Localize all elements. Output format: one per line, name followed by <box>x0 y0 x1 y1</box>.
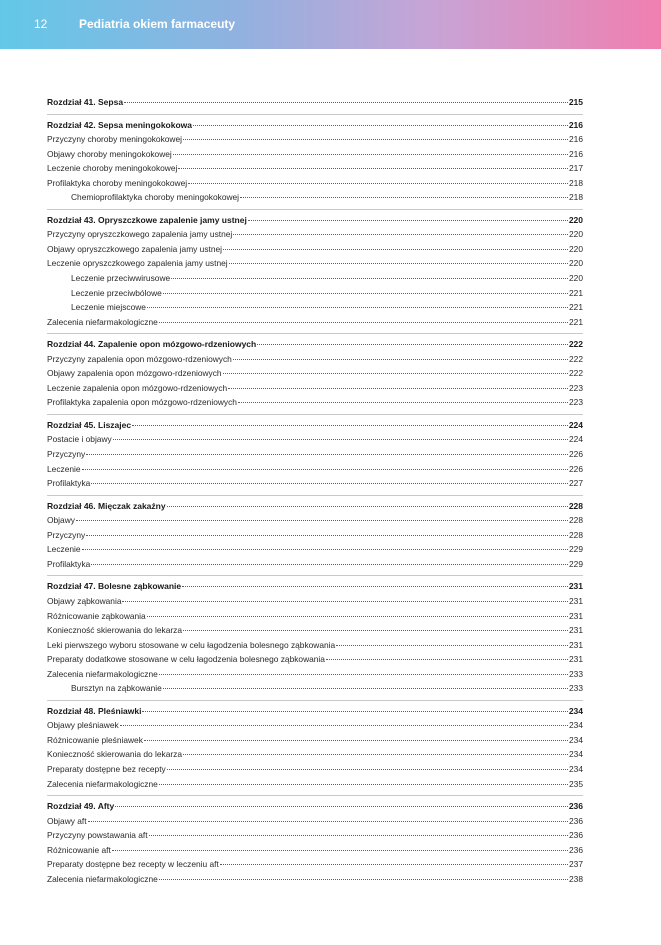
toc-entry-title: Leczenie choroby meningokokowej <box>47 163 178 174</box>
toc-section-entry[interactable] <box>47 542 583 557</box>
dot-leader <box>149 835 568 836</box>
toc-section-entry[interactable] <box>47 762 583 777</box>
dot-leader <box>163 293 568 294</box>
dot-leader <box>142 711 567 712</box>
toc-chapter-entry[interactable] <box>47 337 583 352</box>
dot-leader <box>159 784 568 785</box>
toc-section-entry[interactable] <box>47 609 583 624</box>
toc-page-number: 234 <box>569 720 583 731</box>
section-divider <box>47 333 583 334</box>
dot-leader <box>88 821 568 822</box>
toc-entry-title: Leczenie opryszczkowego zapalenia jamy ustnej <box>47 258 228 269</box>
toc-section-entry[interactable] <box>47 828 583 843</box>
toc-page-number: 220 <box>569 273 583 284</box>
toc-entry-title: Postacie i objawy <box>47 434 112 445</box>
dot-leader <box>159 322 568 323</box>
toc-page-number: 217 <box>569 163 583 174</box>
section-divider <box>47 575 583 576</box>
toc-subsection-entry[interactable] <box>47 300 583 315</box>
toc-page-number: 229 <box>569 544 583 555</box>
toc-page-number: 223 <box>569 382 583 393</box>
toc-section-entry[interactable] <box>47 747 583 762</box>
toc-page-number: 233 <box>569 668 583 679</box>
toc-section-entry[interactable] <box>47 733 583 748</box>
toc-entry-title: Przyczyny <box>47 449 86 460</box>
dot-leader <box>144 740 568 741</box>
toc-entry-title: Preparaty dostępne bez recepty w leczeniu aft <box>47 859 219 870</box>
toc-entry-title: Przyczyny opryszczkowego zapalenia jamy ustnej <box>47 229 233 240</box>
toc-page-number: 222 <box>568 339 583 350</box>
toc-page-number: 231 <box>568 581 583 592</box>
toc-page-number: 226 <box>569 463 583 474</box>
toc-entry-title: Preparaty dodatkowe stosowane w celu łagodzenia bolesnego ząbkowania <box>47 654 325 665</box>
toc-chapter-entry[interactable] <box>47 579 583 594</box>
dot-leader <box>86 535 568 536</box>
toc-entry-title: Konieczność skierowania do lekarza <box>47 749 183 760</box>
toc-entry-title: Profilaktyka choroby meningokokowej <box>47 177 188 188</box>
dot-leader <box>229 263 568 264</box>
section-divider <box>47 414 583 415</box>
toc-page-number: 218 <box>569 192 583 203</box>
toc-chapter-entry[interactable] <box>47 499 583 514</box>
dot-leader <box>82 469 568 470</box>
toc-page-number: 229 <box>569 558 583 569</box>
toc-entry-title: Różnicowanie pleśniawek <box>47 734 143 745</box>
dot-leader <box>82 549 568 550</box>
toc-entry-title: Objawy opryszczkowego zapalenia jamy ustnej <box>47 243 223 254</box>
toc-section-entry[interactable] <box>47 843 583 858</box>
toc-page-number: 234 <box>568 705 583 716</box>
toc-entry-title: Profilaktyka zapalenia opon mózgowo-rdzeniowych <box>47 397 237 408</box>
toc-page-number: 221 <box>569 287 583 298</box>
toc-page-number: 222 <box>569 353 583 364</box>
dot-leader <box>326 659 568 660</box>
toc-section-entry[interactable] <box>47 352 583 367</box>
toc-page-number: 224 <box>569 434 583 445</box>
dot-leader <box>183 754 568 755</box>
toc-page-number: 228 <box>569 529 583 540</box>
toc-entry-title: Leczenie przeciwwirusowe <box>71 273 171 284</box>
toc-entry-title: Zalecenia niefarmakologiczne <box>47 668 158 679</box>
toc-entry-title: Rozdział 45. Liszajec <box>47 419 132 430</box>
toc-page-number: 238 <box>569 873 583 884</box>
toc-page-number: 231 <box>569 654 583 665</box>
toc-page-number: 218 <box>569 177 583 188</box>
toc-page-number: 226 <box>569 449 583 460</box>
toc-entry-title: Rozdział 49. Afty <box>47 801 115 812</box>
toc-section-entry[interactable] <box>47 432 583 447</box>
toc-subsection-entry[interactable] <box>47 190 583 205</box>
toc-page-number: 215 <box>568 97 583 107</box>
section-divider <box>47 114 583 115</box>
toc-page-number: 220 <box>569 243 583 254</box>
toc-section-entry[interactable] <box>47 366 583 381</box>
dot-leader <box>112 850 568 851</box>
dot-leader <box>173 154 568 155</box>
toc-section-entry[interactable] <box>47 147 583 162</box>
toc-page-number: 221 <box>569 302 583 313</box>
toc-page-number: 216 <box>569 148 583 159</box>
dot-leader <box>167 769 568 770</box>
toc-entry-title: Objawy choroby meningokokowej <box>47 148 172 159</box>
toc-entry-title: Objawy zapalenia opon mózgowo-rdzeniowych <box>47 368 222 379</box>
toc-section-entry[interactable] <box>47 227 583 242</box>
toc-entry-title: Rozdział 48. Pleśniawki <box>47 705 142 716</box>
toc-entry-title: Konieczność skierowania do lekarza <box>47 625 183 636</box>
toc-entry-title: Rozdział 42. Sepsa meningokokowa <box>47 119 193 130</box>
toc-section-entry[interactable] <box>47 528 583 543</box>
dot-leader <box>183 139 568 140</box>
dot-leader <box>238 402 568 403</box>
dot-leader <box>223 373 568 374</box>
toc-subsection-entry[interactable] <box>47 271 583 286</box>
toc-subsection-entry[interactable] <box>47 681 583 696</box>
dot-leader <box>76 520 568 521</box>
dot-leader <box>147 307 568 308</box>
toc-chapter-entry[interactable] <box>47 95 583 110</box>
dot-leader <box>228 388 568 389</box>
toc-entry-title: Przyczyny zapalenia opon mózgowo-rdzeniowych <box>47 353 232 364</box>
table-of-contents <box>47 95 583 886</box>
toc-entry-title: Profilaktyka <box>47 478 91 489</box>
page-number: 12 <box>34 17 48 31</box>
toc-entry-title: Preparaty dostępne bez recepty <box>47 763 166 774</box>
dot-leader <box>223 249 568 250</box>
toc-page-number: 231 <box>569 595 583 606</box>
dot-leader <box>159 879 568 880</box>
toc-section-entry[interactable] <box>47 652 583 667</box>
toc-entry-title: Leczenie przeciwbólowe <box>71 287 162 298</box>
toc-section-entry[interactable] <box>47 814 583 829</box>
toc-section-entry[interactable] <box>47 381 583 396</box>
section-divider <box>47 700 583 701</box>
toc-entry-title: Chemioprofilaktyka choroby meningokokowej <box>71 192 240 203</box>
toc-section-entry[interactable] <box>47 623 583 638</box>
toc-entry-title: Zalecenia niefarmakologiczne <box>47 873 158 884</box>
dot-leader <box>115 806 568 807</box>
section-divider <box>47 495 583 496</box>
toc-page-number: 234 <box>569 734 583 745</box>
toc-entry-title: Zalecenia niefarmakologiczne <box>47 778 158 789</box>
toc-entry-title: Przyczyny choroby meningokokowej <box>47 134 182 145</box>
toc-page-number: 224 <box>568 419 583 430</box>
toc-section-entry[interactable] <box>47 638 583 653</box>
toc-entry-title: Przyczyny powstawania aft <box>47 830 148 841</box>
toc-page-number: 216 <box>568 119 583 130</box>
toc-entry-title: Rozdział 47. Bolesne ząbkowanie <box>47 581 182 592</box>
toc-section-entry[interactable] <box>47 132 583 147</box>
toc-entry-title: Leczenie <box>47 544 81 555</box>
toc-page-number: 220 <box>569 258 583 269</box>
dot-leader <box>233 359 568 360</box>
dot-leader <box>167 506 568 507</box>
toc-entry-title: Bursztyn na ząbkowanie <box>71 683 162 694</box>
toc-section-entry[interactable] <box>47 857 583 872</box>
dot-leader <box>336 645 568 646</box>
toc-chapter-entry[interactable] <box>47 418 583 433</box>
toc-entry-title: Leczenie miejscowe <box>71 302 146 313</box>
page-header <box>0 0 661 49</box>
toc-section-entry[interactable] <box>47 513 583 528</box>
toc-section-entry[interactable] <box>47 242 583 257</box>
toc-entry-title: Przyczyny <box>47 529 86 540</box>
dot-leader <box>159 674 568 675</box>
toc-page-number: 216 <box>569 134 583 145</box>
toc-page-number: 236 <box>569 815 583 826</box>
toc-page-number: 222 <box>569 368 583 379</box>
toc-entry-title: Objawy <box>47 515 75 526</box>
dot-leader <box>132 425 568 426</box>
toc-section-entry[interactable] <box>47 476 583 491</box>
dot-leader <box>178 168 568 169</box>
dot-leader <box>248 220 568 221</box>
toc-chapter-entry[interactable] <box>47 799 583 814</box>
toc-section-entry[interactable] <box>47 872 583 887</box>
toc-page-number: 234 <box>569 763 583 774</box>
toc-page-number: 235 <box>569 778 583 789</box>
toc-entry-title: Rozdział 46. Mięczak zakaźny <box>47 500 166 511</box>
toc-page-number: 223 <box>569 397 583 408</box>
toc-page-number: 234 <box>569 749 583 760</box>
toc-page-number: 220 <box>568 214 583 225</box>
dot-leader <box>193 125 568 126</box>
toc-section-entry[interactable] <box>47 462 583 477</box>
toc-section-entry[interactable] <box>47 557 583 572</box>
dot-leader <box>122 601 568 602</box>
toc-entry-title: Leki pierwszego wyboru stosowane w celu łagodzenia bolesnego ząbkowania <box>47 639 336 650</box>
toc-entry-title: Rozdział 44. Zapalenie opon mózgowo-rdzeniowych <box>47 339 257 350</box>
dot-leader <box>257 344 568 345</box>
dot-leader <box>233 234 568 235</box>
toc-section-entry[interactable] <box>47 161 583 176</box>
dot-leader <box>86 454 568 455</box>
toc-page-number: 220 <box>569 229 583 240</box>
toc-page-number: 236 <box>569 844 583 855</box>
dot-leader <box>120 725 568 726</box>
toc-page-number: 228 <box>568 500 583 511</box>
dot-leader <box>183 630 568 631</box>
section-divider <box>47 209 583 210</box>
dot-leader <box>147 616 568 617</box>
toc-entry-title: Objawy pleśniawek <box>47 720 119 731</box>
dot-leader <box>220 864 568 865</box>
toc-entry-title: Objawy aft <box>47 815 87 826</box>
toc-page-number: 236 <box>568 801 583 812</box>
toc-page-number: 231 <box>569 610 583 621</box>
toc-section-entry[interactable] <box>47 718 583 733</box>
toc-entry-title: Różnicowanie ząbkowania <box>47 610 146 621</box>
toc-page-number: 231 <box>569 625 583 636</box>
toc-section-entry[interactable] <box>47 395 583 410</box>
toc-section-entry[interactable] <box>47 447 583 462</box>
dot-leader <box>188 183 568 184</box>
dot-leader <box>113 439 568 440</box>
toc-entry-title: Objawy ząbkowania <box>47 595 122 606</box>
toc-entry-title: Różnicowanie aft <box>47 844 111 855</box>
dot-leader <box>91 483 568 484</box>
toc-entry-title: Rozdział 43. Opryszczkowe zapalenie jamy ustnej <box>47 214 247 225</box>
toc-section-entry[interactable] <box>47 315 583 330</box>
toc-page-number: 228 <box>569 515 583 526</box>
toc-section-entry[interactable] <box>47 777 583 792</box>
toc-page-number: 221 <box>569 316 583 327</box>
toc-page-number: 233 <box>569 683 583 694</box>
dot-leader <box>171 278 568 279</box>
dot-leader <box>91 564 568 565</box>
toc-page-number: 231 <box>569 639 583 650</box>
dot-leader <box>163 688 568 689</box>
toc-entry-title: Profilaktyka <box>47 558 91 569</box>
running-title: Pediatria okiem farmaceuty <box>79 17 236 31</box>
toc-entry-title: Leczenie zapalenia opon mózgowo-rdzeniowych <box>47 382 228 393</box>
section-divider <box>47 795 583 796</box>
dot-leader <box>182 586 568 587</box>
toc-section-entry[interactable] <box>47 256 583 271</box>
toc-chapter-entry[interactable] <box>47 704 583 719</box>
toc-page-number: 236 <box>569 830 583 841</box>
toc-entry-title: Leczenie <box>47 463 81 474</box>
toc-section-entry[interactable] <box>47 176 583 191</box>
toc-entry-title: Rozdział 41. Sepsa <box>47 97 124 107</box>
dot-leader <box>240 197 568 198</box>
toc-page-number: 237 <box>569 859 583 870</box>
toc-subsection-entry[interactable] <box>47 286 583 301</box>
dot-leader <box>124 102 568 103</box>
toc-chapter-entry[interactable] <box>47 213 583 228</box>
toc-section-entry[interactable] <box>47 594 583 609</box>
toc-page-number: 227 <box>569 478 583 489</box>
toc-entry-title: Zalecenia niefarmakologiczne <box>47 316 158 327</box>
toc-chapter-entry[interactable] <box>47 118 583 133</box>
toc-section-entry[interactable] <box>47 667 583 682</box>
